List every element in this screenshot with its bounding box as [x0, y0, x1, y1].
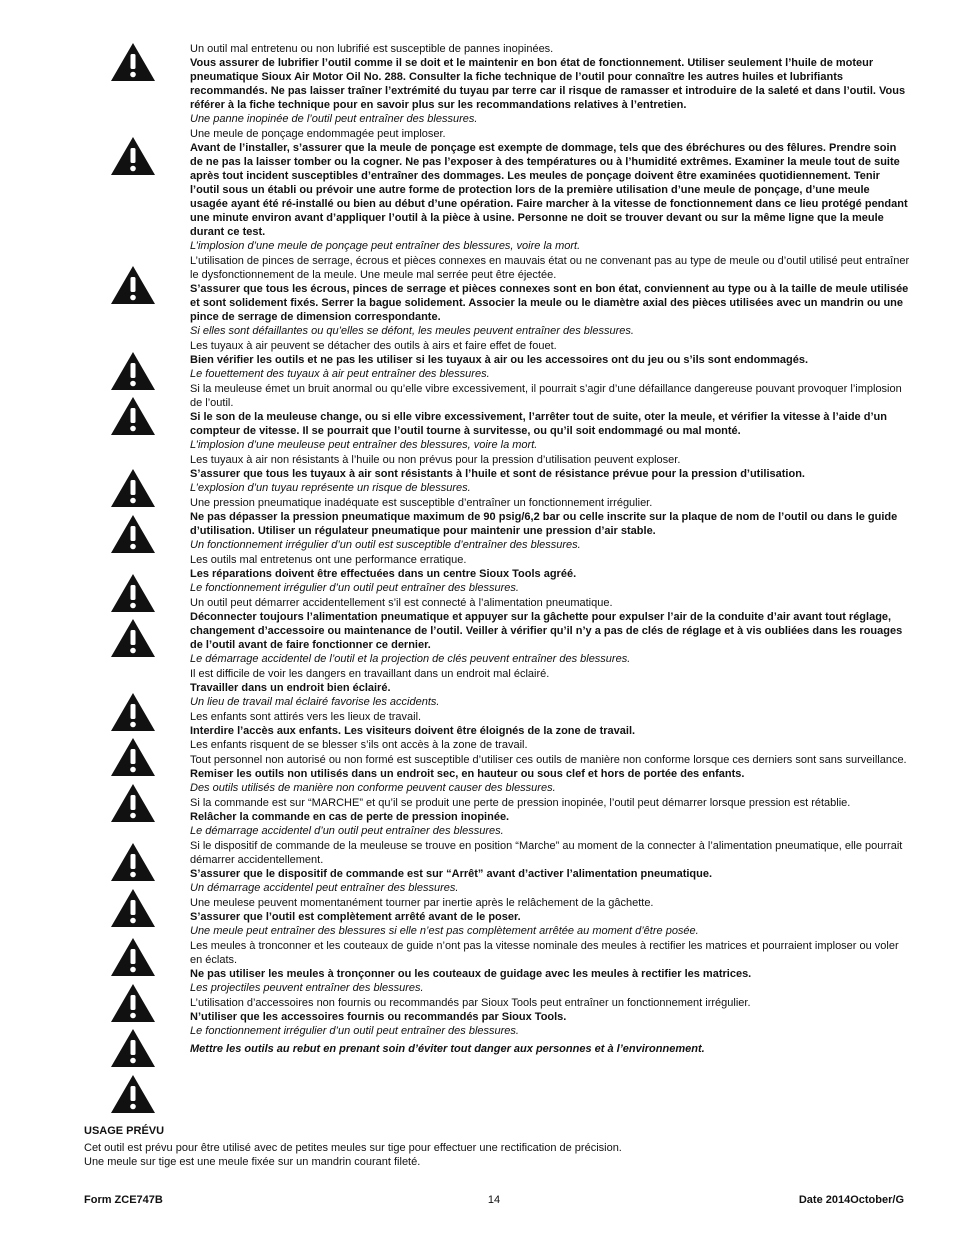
consequence-text: Une panne inopinée de l’outil peut entraîner des blessures. — [190, 113, 478, 125]
warning-block — [190, 896, 910, 938]
warning-block — [190, 939, 910, 995]
usage-text: Cet outil est prévu pour être utilisé avec de petites meules sur tige pour effectuer une rectification de précision. — [84, 1142, 622, 1154]
instruction-text: Si le son de la meuleuse change, ou si elle vibre excessivement, l’arrêter tout de suite, oter la meule, et vérifier la vitesse à l’aide d’un compteur de vitesse. Il se pourrait que l’outil tourne à survitesse, ou qu’il soit endommagé ou mal monté. — [190, 411, 887, 437]
instruction-text: Vous assurer de lubrifier l’outil comme il se doit et le maintenir en bon état de fonctionnement. Utiliser seulement l’huile de moteur pneumatique Sioux Air Motor Oil No. 288. Consulter la fiche technique de l’outil pour connaître les autres huiles et lubrifiants recommandés. Ne pas laisser traîner l’extrémité du tuyau par terre car il risque de ramasser et introduire de la saleté et dans l’outil. Vous référer à la fiche technique pour en savoir plus sur les recommandations relatives à l’entretien. — [190, 57, 906, 111]
hazard-text: Un outil mal entretenu ou non lubrifié est susceptible de pannes inopinées. — [190, 43, 554, 55]
instruction-text: Les réparations doivent être effectuées dans un centre Sioux Tools agréé. — [190, 568, 577, 580]
hazard-text: Si la meuleuse émet un bruit anormal ou qu’elle vibre excessivement, il pourrait s’agir d’une défaillance dangereuse pouvant provoquer l’implosion de l’outil. — [190, 383, 902, 409]
instruction-text: Ne pas dépasser la pression pneumatique maximum de 90 psig/6,2 bar ou celle inscrite sur la plaque de nom de l’outil ou dans le guide d’utilisation. Utiliser un régulateur pneumatique pour maintenir une pression d’air stable. — [190, 511, 898, 537]
consequence-text: Un lieu de travail mal éclairé favorise les accidents. — [190, 696, 440, 708]
consequence-text: Un démarrage accidentel peut entraîner des blessures. — [190, 882, 459, 894]
warning-icon — [110, 737, 156, 777]
consequence-text: Le démarrage accidentel de l’outil et la projection de clés peuvent entraîner des blessures. — [190, 653, 631, 665]
warning-icon — [110, 983, 156, 1023]
consequence-text: L’explosion d’un tuyau représente un risque de blessures. — [190, 482, 471, 494]
warning-block — [190, 996, 910, 1038]
warning-block — [190, 753, 910, 795]
warning-icon — [110, 888, 156, 928]
warning-icon — [110, 1074, 156, 1114]
instruction-text: Bien vérifier les outils et ne pas les utiliser si les tuyaux à air ou les accessoires ont du jeu ou s’ils sont endommagés. — [190, 354, 809, 366]
instruction-text: Relâcher la commande en cas de perte de pression inopinée. — [190, 811, 510, 823]
page-footer — [84, 1193, 904, 1209]
hazard-text: Si le dispositif de commande de la meuleuse se trouve en position “Marche” au moment de la connecter à l’alimentation pneumatique, elle pourrait démarrer accidentellement. — [190, 840, 903, 866]
warning-block — [190, 667, 910, 709]
warning-block — [190, 796, 910, 838]
consequence-text: Des outils utilisés de manière non conforme peuvent causer des blessures. — [190, 782, 556, 794]
instruction-text: Remiser les outils non utilisés dans un endroit sec, en hauteur ou sous clef et hors de portée des enfants. — [190, 768, 745, 780]
hazard-text: Un outil peut démarrer accidentellement s’il est connecté à l’alimentation pneumatique. — [190, 597, 613, 609]
hazard-text: L’utilisation d’accessoires non fournis ou recommandés par Sioux Tools peut entraîner un fonctionnement irrégulier. — [190, 997, 751, 1009]
consequence-text: Le fouettement des tuyaux à air peut entraîner des blessures. — [190, 368, 490, 380]
instruction-text: Travailler dans un endroit bien éclairé. — [190, 682, 391, 694]
warning-block — [190, 710, 910, 752]
warning-icon — [110, 468, 156, 508]
warning-block — [190, 596, 910, 666]
hazard-text: Une meule de ponçage endommagée peut imploser. — [190, 128, 446, 140]
consequence-text: Les enfants risquent de se blesser s’ils ont accès à la zone de travail. — [190, 739, 528, 751]
warning-icon — [110, 618, 156, 658]
warning-block — [190, 553, 910, 595]
hazard-text: Une pression pneumatique inadéquate est susceptible d’entraîner un fonctionnement irrégulier. — [190, 497, 653, 509]
page-number: 14 — [487, 1194, 501, 1206]
hazard-text: Les meules à tronconner et les couteaux de guide n’ont pas la vitesse nominale des meules à rectifier les matrices et pourraient imploser ou voler en éclats. — [190, 940, 899, 966]
consequence-text: Si elles sont défaillantes ou qu’elles se défont, les meules peuvent entraîner des blessures. — [190, 325, 634, 337]
consequence-text: L’implosion d’une meule de ponçage peut entraîner des blessures, voire la mort. — [190, 240, 581, 252]
instruction-text: S’assurer que l’outil est complètement arrêté avant de le poser. — [190, 911, 521, 923]
warning-icon — [110, 573, 156, 613]
warning-icon — [110, 42, 156, 82]
warning-icon — [110, 692, 156, 732]
instruction-text: S’assurer que tous les tuyaux à air sont résistants à l’huile et sont de résistance prévue pour la pression d’utilisation. — [190, 468, 805, 480]
warning-icon — [110, 351, 156, 391]
warnings-list — [190, 42, 910, 1067]
warning-icons-column — [0, 0, 180, 1235]
consequence-text: Le fonctionnement irrégulier d’un outil peut entraîner des blessures. — [190, 1025, 519, 1037]
instruction-text: Interdire l’accès aux enfants. Les visiteurs doivent être éloignés de la zone de travail. — [190, 725, 636, 737]
consequence-text: L’implosion d’une meuleuse peut entraîner des blessures, voire la mort. — [190, 439, 538, 451]
usage-text: Une meule sur tige est une meule fixée sur un mandrin courant fileté. — [84, 1156, 421, 1168]
warning-block — [190, 42, 910, 126]
hazard-text: Les enfants sont attirés vers les lieux de travail. — [190, 711, 422, 723]
consequence-text: Le fonctionnement irrégulier d’un outil peut entraîner des blessures. — [190, 582, 519, 594]
consequence-text: Le démarrage accidentel d’un outil peut entraîner des blessures. — [190, 825, 504, 837]
form-number: Form ZCE747B — [84, 1194, 163, 1206]
section-heading: USAGE PRÉVU — [84, 1125, 165, 1137]
hazard-text: Les outils mal entretenus ont une performance erratique. — [190, 554, 467, 566]
warning-block — [190, 339, 910, 381]
warning-icon — [110, 136, 156, 176]
consequence-text: Les projectiles peuvent entraîner des blessures. — [190, 982, 424, 994]
instruction-text: S’assurer que tous les écrous, pinces de serrage et pièces connexes sont en bon état, conviennent au type ou à la taille de meule utilisée et sont solidement fixés. Serrer la bague solidement. Associer la meule ou le diamètre axial des pièces utilisées avec un mandrin ou une pince de serrage de dimension correspondante. — [190, 283, 909, 323]
hazard-text: Tout personnel non autorisé ou non formé est susceptible d’utiliser ces outils de manière non conforme lorsque ces derniers sont sans surveillance. — [190, 754, 907, 766]
warning-icon — [110, 1028, 156, 1068]
consequence-text: Un fonctionnement irrégulier d’un outil est susceptible d’entraîner des blessures. — [190, 539, 581, 551]
warning-block — [190, 496, 910, 552]
warning-block — [190, 382, 910, 452]
instruction-text: Avant de l’installer, s’assurer que la meule de ponçage est exempte de dommage, tels que des ébréchures ou des fêlures. Prendre soin de ne pas la laisser tomber ou la cogner. Ne pas l’exposer à des températures ou à l’humidité extrêmes. Examiner la meule tout de suite après tout incident susceptibles d’entraîner des dommages. Les meules de ponçage doivent être examinées quotidiennement. Tenir l’outil sous un établi ou prévoir une autre forme de protection lors de la première utilisation d’une meule de ponçage, d’une meule usagée ayant été ré-installé ou bien au début d’une opération. Faire marcher à la vitesse de fonctionnement dans ce lieu protégé pendant une minute environ avant d’appliquer l’outil à la pièce à usine. Personne ne doit se trouver devant ou sur la même ligne que la meule durant ce test. — [190, 142, 908, 238]
instruction-text: N’utiliser que les accessoires fournis ou recommandés par Sioux Tools. — [190, 1011, 567, 1023]
hazard-text: Une meulese peuvent momentanément tourner par inertie après le relâchement de la gâchette. — [190, 897, 654, 909]
hazard-text: Si la commande est sur “MARCHE” et qu’il se produit une perte de pression inopinée, l’outil peut démarrer lorsque pression est rétablie. — [190, 797, 851, 809]
hazard-text: L’utilisation de pinces de serrage, écrous et pièces connexes en mauvais état ou ne convenant pas au type de meule ou d’outil utilisé peut entraîner le dysfonctionnement de la meule. Une meule mal serrée peut être éjectée. — [190, 255, 910, 281]
instruction-text: Ne pas utiliser les meules à tronçonner ou les couteaux de guidage avec les meules à rectifier les matrices. — [190, 968, 752, 980]
warning-icon — [110, 396, 156, 436]
hazard-text: Les tuyaux à air non résistants à l’huile ou non prévus pour la pression d’utilisation peuvent exploser. — [190, 454, 681, 466]
disposal-note: Mettre les outils au rebut en prenant soin d’éviter tout danger aux personnes et à l’environnement. — [190, 1043, 705, 1055]
intended-use-section — [84, 1124, 904, 1169]
warning-block — [190, 453, 910, 495]
hazard-text: Il est difficile de voir les dangers en travaillant dans un endroit mal éclairé. — [190, 668, 550, 680]
warning-block — [190, 254, 910, 338]
warning-icon — [110, 842, 156, 882]
warning-block — [190, 839, 910, 895]
warning-block — [190, 127, 910, 253]
hazard-text: Les tuyaux à air peuvent se détacher des outils à airs et faire effet de fouet. — [190, 340, 557, 352]
instruction-text: Déconnecter toujours l’alimentation pneumatique et appuyer sur la gâchette pour expulser l’air de la conduite d’air avant tout réglage, changement d’accessoire ou maintenance de l’outil. Veiller à vérifier qu’il n’y a pas de clés de réglage et à vis oubliées dans les rouages de l’outil avant de faire fonctionner ce dernier. — [190, 611, 903, 651]
instruction-text: S’assurer que le dispositif de commande est sur “Arrêt” avant d’activer l’alimentation pneumatique. — [190, 868, 713, 880]
warning-icon — [110, 783, 156, 823]
warning-icon — [110, 265, 156, 305]
revision-date: Date 2014October/G — [798, 1194, 904, 1206]
warning-icon — [110, 514, 156, 554]
warning-icon — [110, 937, 156, 977]
consequence-text: Une meule peut entraîner des blessures si elle n’est pas complètement arrêtée au moment d’être posée. — [190, 925, 699, 937]
